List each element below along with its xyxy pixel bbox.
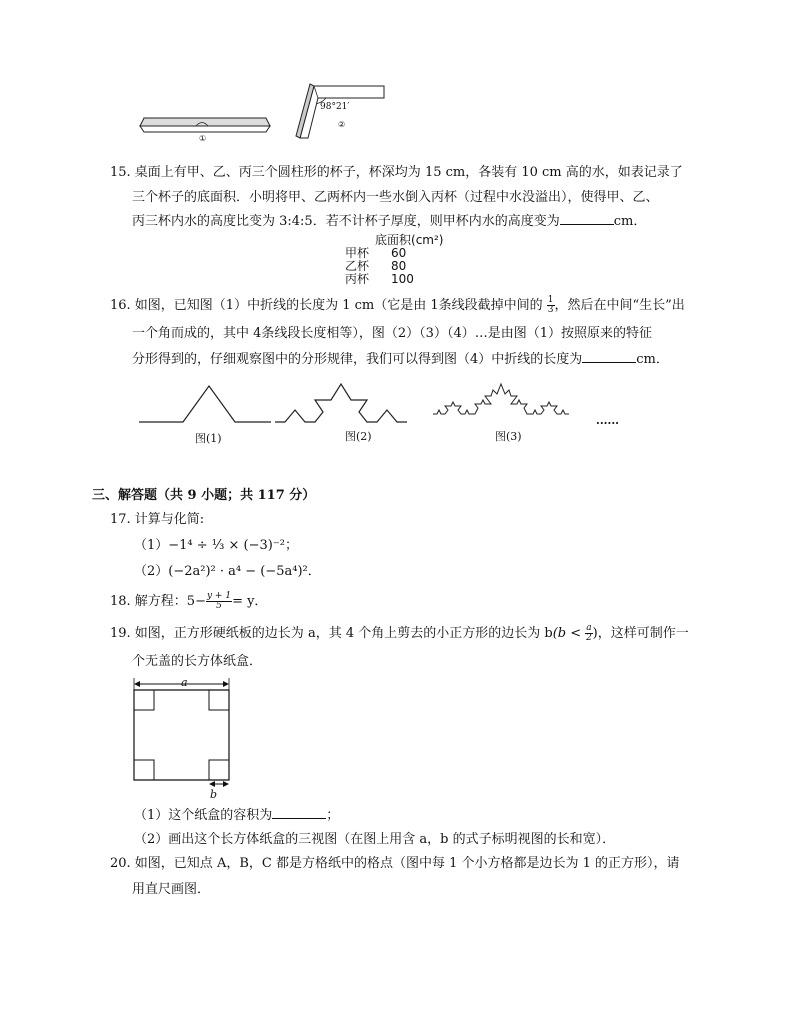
corner-square [134, 760, 154, 780]
table-cup-value: 80 [391, 259, 407, 273]
table-cup-value: 100 [391, 272, 414, 286]
table-cup-name: 丙杯 [345, 272, 370, 286]
q19-sub-2: （2）画出这个长方体纸盒的三视图（在图上用含 a，b 的式子标明视图的长和宽）． [134, 832, 616, 847]
q15-line-3 [132, 212, 646, 232]
q16-unit: cm． [636, 352, 669, 367]
corner-square [134, 690, 154, 710]
frac-denominator: 3 [547, 305, 554, 315]
angle-label: 98°21′ [320, 102, 350, 112]
table-cup-value: 60 [391, 246, 407, 260]
cardboard-square-figure [128, 676, 238, 804]
frac-denominator: 5 [216, 601, 222, 611]
q16-line-3-text: 分形得到的，仔细观察图中的分形规律，我们可以得到图（4）中折线的长度为 [132, 352, 583, 367]
half-a-fraction [585, 624, 592, 643]
frac-numerator: y + 1 [206, 591, 232, 601]
q16-line-1-tail: ，然后在中间“生长”出 [554, 298, 685, 313]
ellipsis-dots: ...... [596, 414, 619, 427]
q16-line-3 [132, 350, 669, 370]
q15-area-table [345, 234, 449, 286]
table-header: 底面积(cm²) [375, 233, 444, 247]
q19-line-1-text: 19. 如图，正方形硬纸板的边长为 a，其 4 个角上剪去的小正方形的边长为 b [110, 626, 553, 641]
q18-text-b: = y． [232, 594, 268, 609]
folded-strip-figure [130, 78, 400, 152]
q19-paren: (b < [552, 626, 582, 641]
q19-line-1-tail: )，这样可制作一 [592, 626, 689, 641]
table-row [345, 273, 449, 286]
q16-line-2: 一个角而成的，其中 4条线段长度相等），图（2）（3）（4）…是由图（1）按照原来的特征 [132, 326, 652, 341]
strip-1 [140, 118, 270, 132]
q19-sub-1-text: （1）这个纸盒的容积为 [134, 808, 273, 823]
q18-line [110, 592, 267, 612]
q19-answer-blank [272, 806, 326, 819]
q15-unit: cm． [613, 214, 647, 229]
q16-line-1-text: 16. 如图，已知图（1）中折线的长度为 1 cm（它是由 1条线段截掉中间的 [110, 298, 543, 313]
q18-text-a: 18. 解方程：5− [110, 594, 206, 609]
q19-sub-1 [134, 806, 339, 826]
figure-label-2: ② [338, 120, 346, 129]
corner-square [209, 690, 229, 710]
q19-line-2: 个无盖的长方体纸盒． [132, 654, 263, 669]
table-cup-name: 甲杯 [345, 246, 370, 260]
fractal-fig-1 [139, 386, 271, 422]
table-cup-name: 乙杯 [345, 259, 370, 273]
one-third-fraction [547, 296, 555, 315]
fractal-fig-3 [433, 384, 569, 414]
q20-line-1: 20. 如图，已知点 A，B，C 都是方格纸中的格点（图中每 1 个小方格都是边长为 1 的正方形），请 [110, 856, 680, 871]
frac-numerator: a [586, 623, 592, 633]
square-outline [134, 690, 229, 780]
label-a: a [181, 676, 188, 689]
q20-line-2: 用直尺画图． [132, 882, 211, 897]
corner-square [209, 760, 229, 780]
q19-line-1 [110, 624, 689, 644]
q18-fraction [206, 592, 232, 611]
q17-item-1: （1）−1⁴ ÷ ⅓ × (−3)⁻²； [134, 538, 298, 553]
fractal-label-2: 图(2) [345, 430, 372, 443]
frac-numerator: 1 [547, 295, 554, 305]
section-heading: 三、解答题（共 9 小题；共 117 分） [92, 488, 316, 503]
q15-line-2: 三个杯子的底面积．小明将甲、乙两杯内一些水倒入丙杯（过程中水没溢出），使得甲、乙、 [132, 190, 659, 205]
label-b: b [210, 788, 218, 801]
q15-line-1: 15. 桌面上有甲、乙、丙三个圆柱形的杯子，杯深均为 15 cm，各装有 10 cm 高的水，如表记录了 [110, 165, 683, 180]
fractal-label-1: 图(1) [195, 432, 222, 445]
fractal-fig-2 [275, 384, 407, 422]
q16-line-1 [110, 296, 685, 316]
q15-line-3-text: 丙三杯内水的高度比变为 3:4:5．若不计杯子厚度，则甲杯内水的高度变为 [132, 214, 560, 229]
q15-answer-blank [560, 212, 614, 225]
q17-item-2: （2）(−2a²)² · a⁴ − (−5a⁴)²． [134, 564, 321, 579]
figure-label-1: ① [199, 134, 207, 143]
koch-fractal-figures [135, 378, 625, 428]
q19-sub-1-end: ； [326, 808, 340, 823]
q17-title: 17. 计算与化简: [110, 512, 205, 527]
fractal-label-3: 图(3) [495, 430, 522, 443]
q16-answer-blank [582, 350, 636, 363]
frac-denominator: 2 [586, 633, 592, 643]
